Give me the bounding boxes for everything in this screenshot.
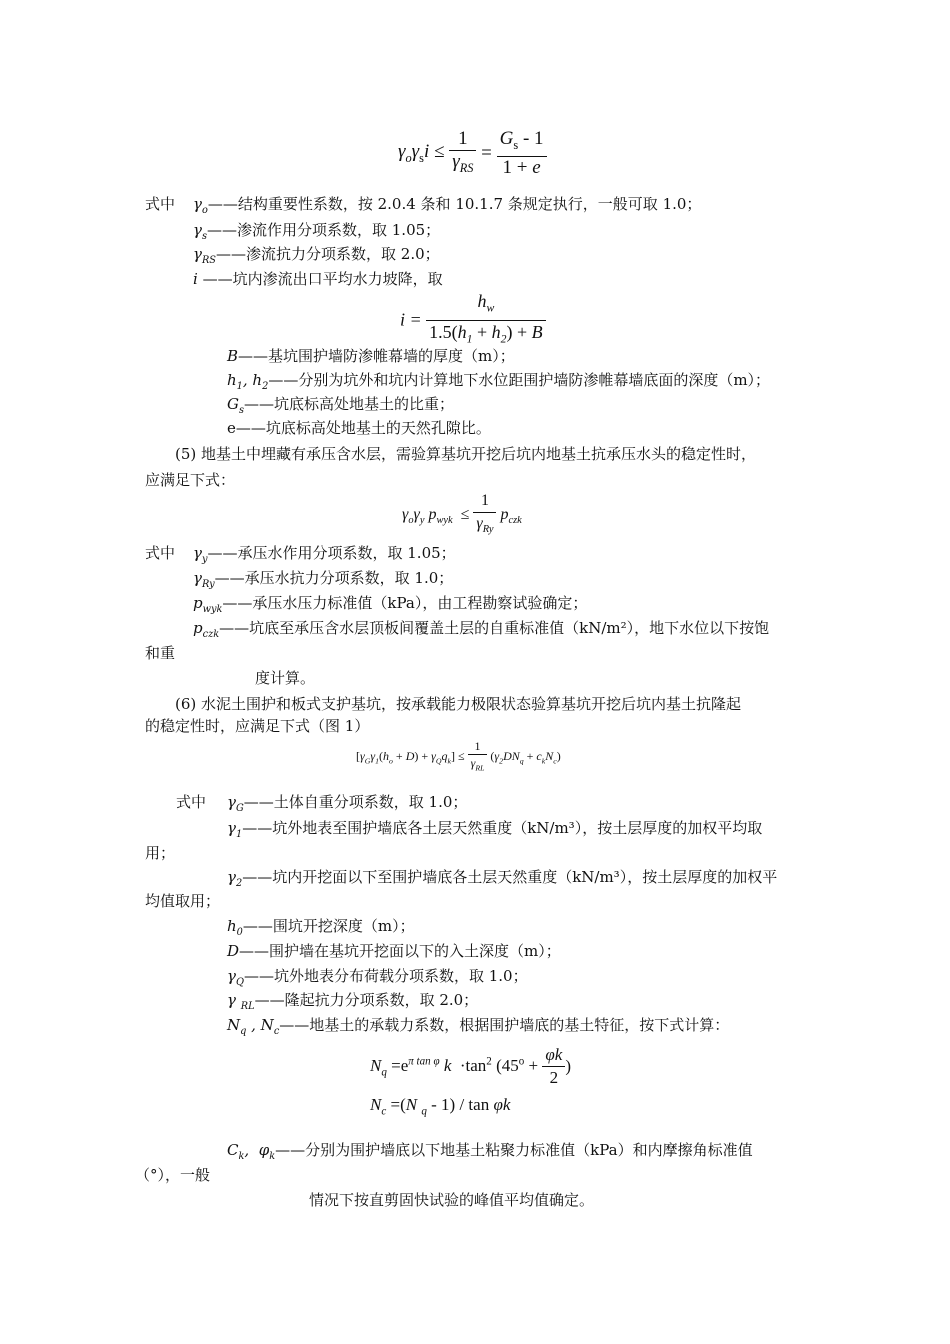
text-line: $\gamma_Q——$坑外地表分布荷载分项系数，取 1.0； [227, 967, 528, 988]
text-line: $\gamma_o——$结构重要性系数，按 2.0.4 条和 10.1.7 条规定执行，一般可取 1.0； [193, 195, 702, 216]
paragraph-6: 的稳定性时，应满足下式（图 1） [145, 717, 370, 735]
text-line: 用； [145, 844, 176, 862]
text-line: $\gamma_s——$渗流作用分项系数，取 1.05； [193, 221, 441, 242]
text-line: 均值取用； [145, 892, 221, 910]
formula-seepage: $\gamma_o\gamma_si$ ≤ $\frac{1}{\gamma_{RS}}$ = $\frac{G_s - 1}{1 + e}$ [398, 128, 547, 179]
text-line: 情况下按直剪固快试验的峰值平均值确定。 [309, 1191, 595, 1209]
text-line: （°），一般 [135, 1166, 211, 1184]
text-line: 式中 [145, 195, 176, 213]
formula-confined-water: $\gamma_o\gamma_y$ $p_{wyk}$ ≤ $\frac{1}{\gamma_{Ry}}$ $p_{czk}$ [402, 492, 522, 536]
formula-bearing-factors: $N_q =e^{\pi tan \varphi}$ $k \cdot\tan^2$ ($45^o$ + $\frac{\varphi k}{2}$ ) $N_c =(N$ $_q$ - 1) / tan φk [370, 1045, 571, 1118]
text-line: i ——坑内渗流出口平均水力坡降，取 [193, 270, 443, 288]
text-line: $C_k$, $\varphi_k——$分别为围护墙底以下地基土粘聚力标准值（kPa）和内摩擦角标准值 [227, 1141, 753, 1162]
text-line: $G_s——$坑底标高处地基土的比重； [227, 395, 455, 416]
text-line: $\gamma_G——$土体自重分项系数，取 1.0； [227, 793, 468, 814]
text-line: 式中 [145, 544, 176, 562]
text-line: D——围护墙在基坑开挖面以下的入土深度（m）； [227, 942, 561, 960]
text-line: $\gamma_{Ry}——$承压水抗力分项系数，取 1.0； [193, 569, 454, 590]
text-line: $\gamma_1——$坑外地表至围护墙底各土层天然重度（kN/m³），按土层厚度的加权平均取 [227, 819, 763, 840]
text-line: 式中 [176, 793, 207, 811]
text-line: 和重 [145, 644, 176, 662]
paragraph-6: (6) 水泥土围护和板式支护基坑，按承载能力极限状态验算基坑开挖后坑内基土抗隆起 [175, 695, 742, 713]
text-line: $h_0——$围坑开挖深度（m）； [227, 917, 415, 938]
text-line: $p_{wyk}——$承压水压力标准值（kPa），由工程勘察试验确定； [193, 594, 588, 615]
text-line: $p_{czk}——$坑底至承压含水层顶板间覆盖土层的自重标准值（kN/m²），地下水位以下按饱 [193, 619, 770, 640]
text-line: $\gamma_{RS}——$渗流抗力分项系数，取 2.0； [193, 245, 440, 266]
formula-gradient: i = $\frac{h_w}{1.5(h_1 + h_2) + B}$ [400, 290, 546, 350]
paragraph-5: 应满足下式： [145, 471, 236, 489]
paragraph-5: (5) 地基土中埋藏有承压含水层，需验算基坑开挖后坑内地基土抗承压水头的稳定性时， [175, 445, 757, 463]
text-line: $\gamma_y——$承压水作用分项系数，取 1.05； [193, 544, 456, 565]
text-line: $h_1$, $h_2——$分别为坑外和坑内计算地下水位距围护墙防渗帷幕墙底面的深度（m）； [227, 371, 771, 392]
text-line: $N_q$ , $N_c——$地基土的承载力系数，根据围护墙底的基土特征，按下式计算： [227, 1016, 730, 1037]
text-line: 度计算。 [255, 669, 316, 687]
formula1-num: 1 [449, 128, 476, 151]
formula-uplift: $[\gamma_G\gamma_1(h_o + D) + \gamma_Qq_k]$ ≤ $\frac{1}{\gamma_{RL}}$ $(\gamma_2DN_q + c_kN_c)$ [356, 739, 561, 773]
text-line: $\gamma_2——$坑内开挖面以下至围护墙底各土层天然重度（kN/m³），按土层厚度的加权平 [227, 868, 778, 889]
text-line: γ $_{RL}$——隆起抗力分项系数，取 2.0； [227, 991, 479, 1012]
text-line: e——坑底标高处地基土的天然孔隙比。 [227, 419, 491, 437]
text-line: B——基坑围护墙防渗帷幕墙的厚度（m）； [227, 347, 515, 365]
